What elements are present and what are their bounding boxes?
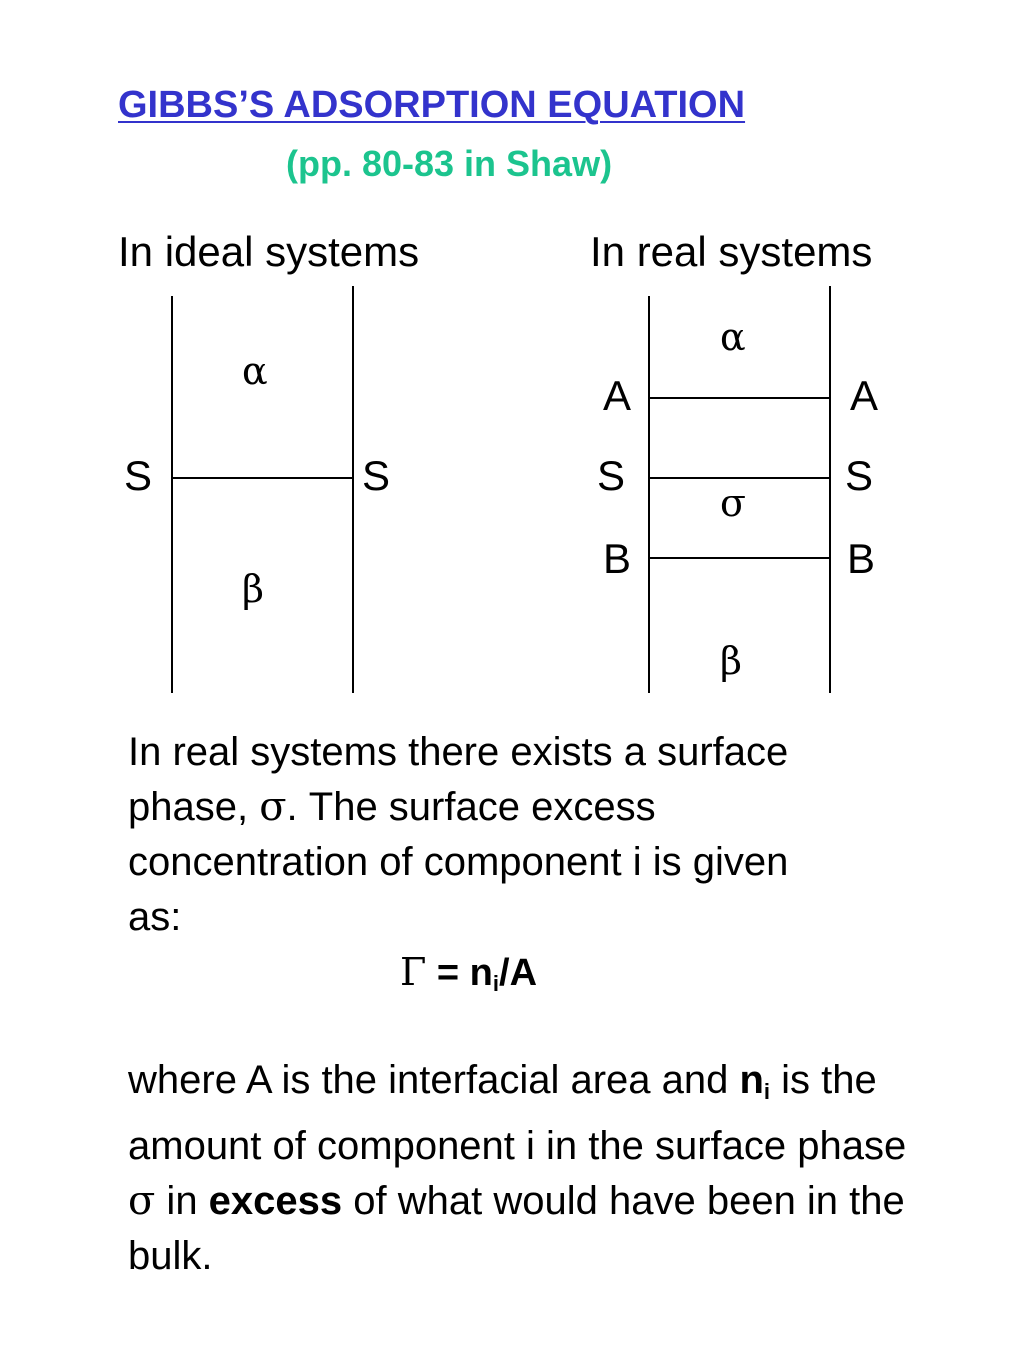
n-subscript: i xyxy=(763,1079,771,1104)
page-title: GIBBS’S ADSORPTION EQUATION xyxy=(118,84,746,126)
real-right-a-label: A xyxy=(850,372,879,419)
equation-text: /A xyxy=(499,952,538,994)
paragraph-text: . The surface excess xyxy=(286,785,656,829)
paragraph-line xyxy=(128,780,928,835)
real-right-b-label: B xyxy=(847,535,876,582)
definition-paragraph xyxy=(128,1053,918,1284)
real-left-a-label: A xyxy=(603,372,632,419)
equation-text: = n xyxy=(426,952,493,994)
surface-phase-paragraph xyxy=(128,725,928,945)
paragraph-text: in xyxy=(155,1179,209,1223)
real-alpha-phase-label: α xyxy=(720,315,746,359)
real-systems-heading: In real systems xyxy=(590,228,873,275)
real-left-s-label: S xyxy=(597,452,626,499)
surface-excess-equation xyxy=(400,950,537,997)
equation-subscript: i xyxy=(492,971,500,996)
paragraph-line: concentration of component i is given xyxy=(128,840,789,884)
ideal-interface-line xyxy=(171,477,353,479)
ideal-left-s-label: S xyxy=(124,452,153,499)
paragraph-text: is the amount of component i in the surface phase xyxy=(128,1058,907,1168)
real-right-s-label: S xyxy=(845,452,874,499)
bold-excess-word: excess xyxy=(208,1179,343,1223)
ideal-right-s-label: S xyxy=(362,452,391,499)
page-subtitle: (pp. 80-83 in Shaw) xyxy=(286,143,613,184)
real-beta-phase-label: β xyxy=(720,639,742,683)
real-right-boundary xyxy=(829,286,831,693)
bold-n-symbol: n xyxy=(739,1058,764,1102)
paragraph-text: of what would have been in the bulk. xyxy=(128,1179,905,1278)
paragraph-line: as: xyxy=(128,895,182,939)
real-sigma-phase-label: σ xyxy=(720,481,746,525)
paragraph-text: phase, xyxy=(128,785,260,829)
real-interface-b-line xyxy=(648,557,830,559)
ideal-right-boundary xyxy=(352,286,354,693)
ideal-beta-phase-label: β xyxy=(242,567,264,611)
ideal-alpha-phase-label: α xyxy=(242,349,268,393)
ideal-systems-heading: In ideal systems xyxy=(118,228,420,275)
real-left-b-label: B xyxy=(603,535,632,582)
gamma-symbol: Γ xyxy=(400,950,427,994)
real-interface-s-line xyxy=(648,477,830,479)
sigma-symbol: σ xyxy=(128,1178,156,1224)
paragraph-text: where A is the interfacial area and xyxy=(128,1058,740,1102)
paragraph-line: In real systems there exists a surface xyxy=(128,730,789,774)
real-interface-a-line xyxy=(648,397,830,399)
real-left-boundary xyxy=(648,296,650,693)
sigma-symbol: σ xyxy=(259,784,287,830)
ideal-left-boundary xyxy=(171,296,173,693)
